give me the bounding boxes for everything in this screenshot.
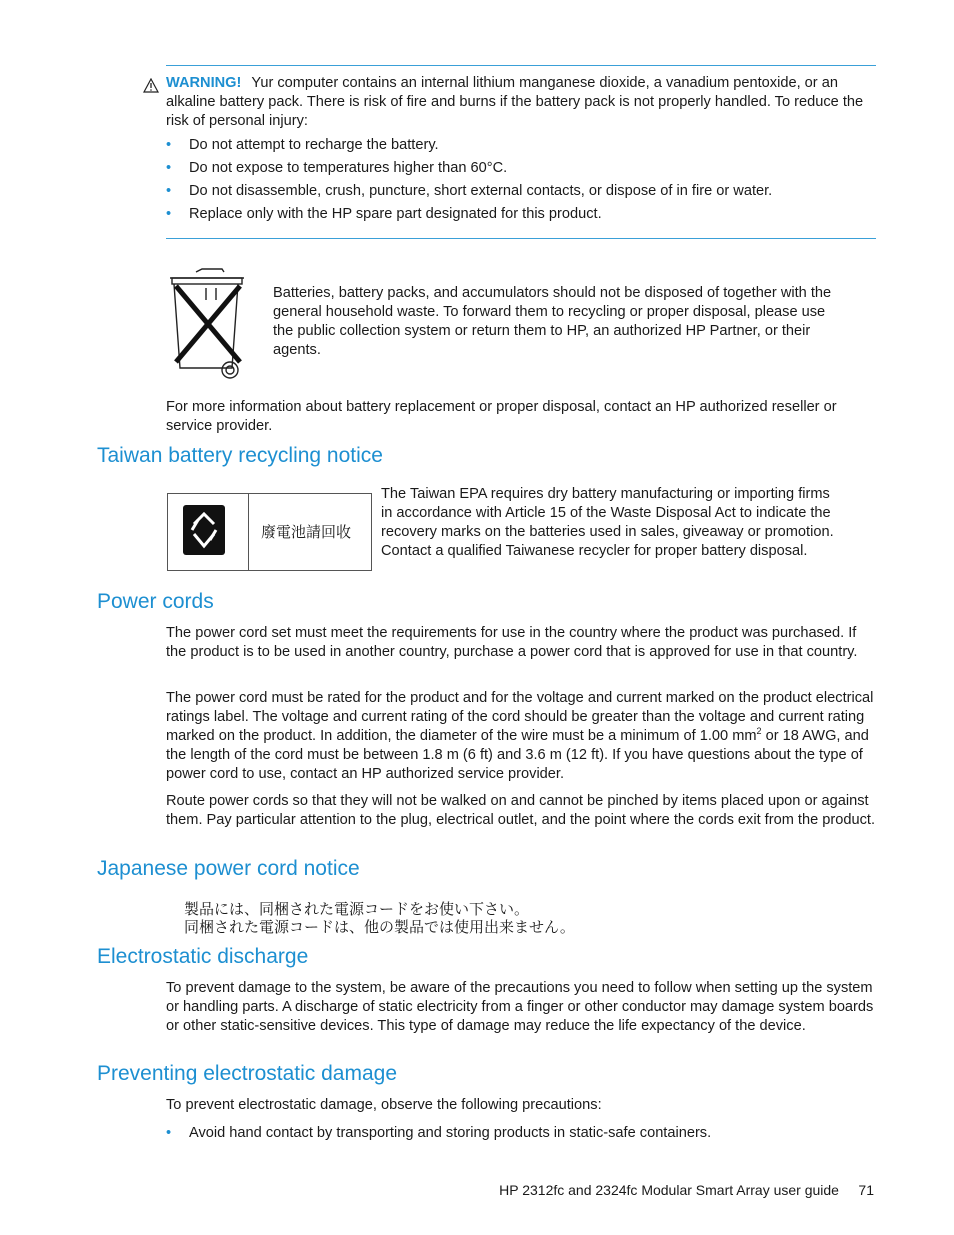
taiwan-recycle-mark <box>167 493 372 571</box>
japanese-notice-line-1: 製品には、同梱された電源コードをお使い下さい。 <box>184 900 530 918</box>
list-item: • Do not disassemble, crush, puncture, short external contacts, or dispose of in fire or water. <box>166 183 773 199</box>
warning-triangle-icon <box>143 78 159 93</box>
page-number: 71 <box>858 1182 874 1198</box>
japanese-notice-line-2: 同梱された電源コードは、他の製品では使用出来ません。 <box>184 918 575 936</box>
crossed-out-bin-icon <box>166 268 248 381</box>
section-heading-japanese: Japanese power cord notice <box>97 857 360 880</box>
section-heading-esd: Electrostatic discharge <box>97 945 309 968</box>
list-item: • Do not attempt to recharge the battery. <box>166 137 439 153</box>
page-footer <box>499 1181 874 1200</box>
warning-label: WARNING! <box>166 75 242 91</box>
section-heading-preventing: Preventing electrostatic damage <box>97 1062 397 1085</box>
taiwan-paragraph: The Taiwan EPA requires dry battery manufacturing or importing firms in accordance with Article 15 of the Waste Disposal Act to indicate the recovery marks on the batteries used in sales, giveaway or promotion. Contact a qualified Taiwanese recycler for proper battery disposal. <box>381 486 834 559</box>
section-heading-taiwan: Taiwan battery recycling notice <box>97 444 383 467</box>
warning-text: Yur computer contains an internal lithium manganese dioxide, a vanadium pentoxide, or an alkaline battery pack. There is risk of fire and burns if the battery pack is not properly handled. To reduce the risk of personal injury: <box>166 75 864 129</box>
bullet-icon: • <box>166 160 172 176</box>
recycle-symbol-icon <box>182 504 226 556</box>
recycling-paragraph: Batteries, battery packs, and accumulators should not be disposed of together with the general household waste. To forward them to recycling or proper disposal, please use the public collection system or return them to HP, an authorized HP Partner, or their agents. <box>273 285 832 358</box>
mark-divider <box>248 494 249 570</box>
list-item: • Do not expose to temperatures higher than 60°C. <box>166 160 508 176</box>
list-item: • Avoid hand contact by transporting and storing products in static-safe containers. <box>166 1125 712 1141</box>
footer-title: HP 2312fc and 2324fc Modular Smart Array user guide <box>499 1182 839 1198</box>
bullet-icon: • <box>166 183 172 199</box>
power-cords-paragraph-1: The power cord set must meet the requirements for use in the country where the product was purchased. If the product is to be used in another country, purchase a power cord that is approved for use in that country. <box>166 625 858 660</box>
warning-bullet-list <box>166 136 878 228</box>
warning-paragraph <box>166 74 878 131</box>
power-cords-paragraph-2: The power cord must be rated for the product and for the voltage and current marked on the product electrical ratings label. The voltage and current rating of the cord should be greater than the voltage and current rating marked on the product. In addition, the diameter of the wire must be a minimum of 1.00 $mm^2$ or 18 AWG, and the length of the cord must be between 1.8 m (6 ft) and 3.6 m (12 ft). If you have questions about the type of power cord to use, contact an HP authorized service provider. <box>166 690 874 782</box>
esd-paragraph: To prevent damage to the system, be aware of the precautions you need to follow when setting up the system or handling parts. A discharge of static electricity from a finger or other conductor may damage system boards or other static-sensitive devices. This type of damage may reduce the life expectancy of the device. <box>166 980 874 1034</box>
preventing-intro: To prevent electrostatic damage, observe the following precautions: <box>166 1097 602 1113</box>
warning-bottom-rule <box>166 238 876 239</box>
power-cords-paragraph-3: Route power cords so that they will not be walked on and cannot be pinched by items placed upon or against them. Pay particular attention to the plug, electrical outlet, and the point where the cords exit from the product. <box>166 793 876 828</box>
more-info-paragraph: For more information about battery replacement or proper disposal, contact an HP authorized reseller or service provider. <box>166 399 837 434</box>
preventing-bullet-list <box>166 1124 878 1147</box>
taiwan-mark-text: 廢電池請回收 <box>261 523 352 541</box>
bullet-icon: • <box>166 1125 172 1141</box>
warning-top-rule <box>166 65 876 66</box>
bullet-icon: • <box>166 206 172 222</box>
bullet-icon: • <box>166 137 172 153</box>
list-item: • Replace only with the HP spare part designated for this product. <box>166 206 602 222</box>
section-heading-power-cords: Power cords <box>97 590 214 613</box>
